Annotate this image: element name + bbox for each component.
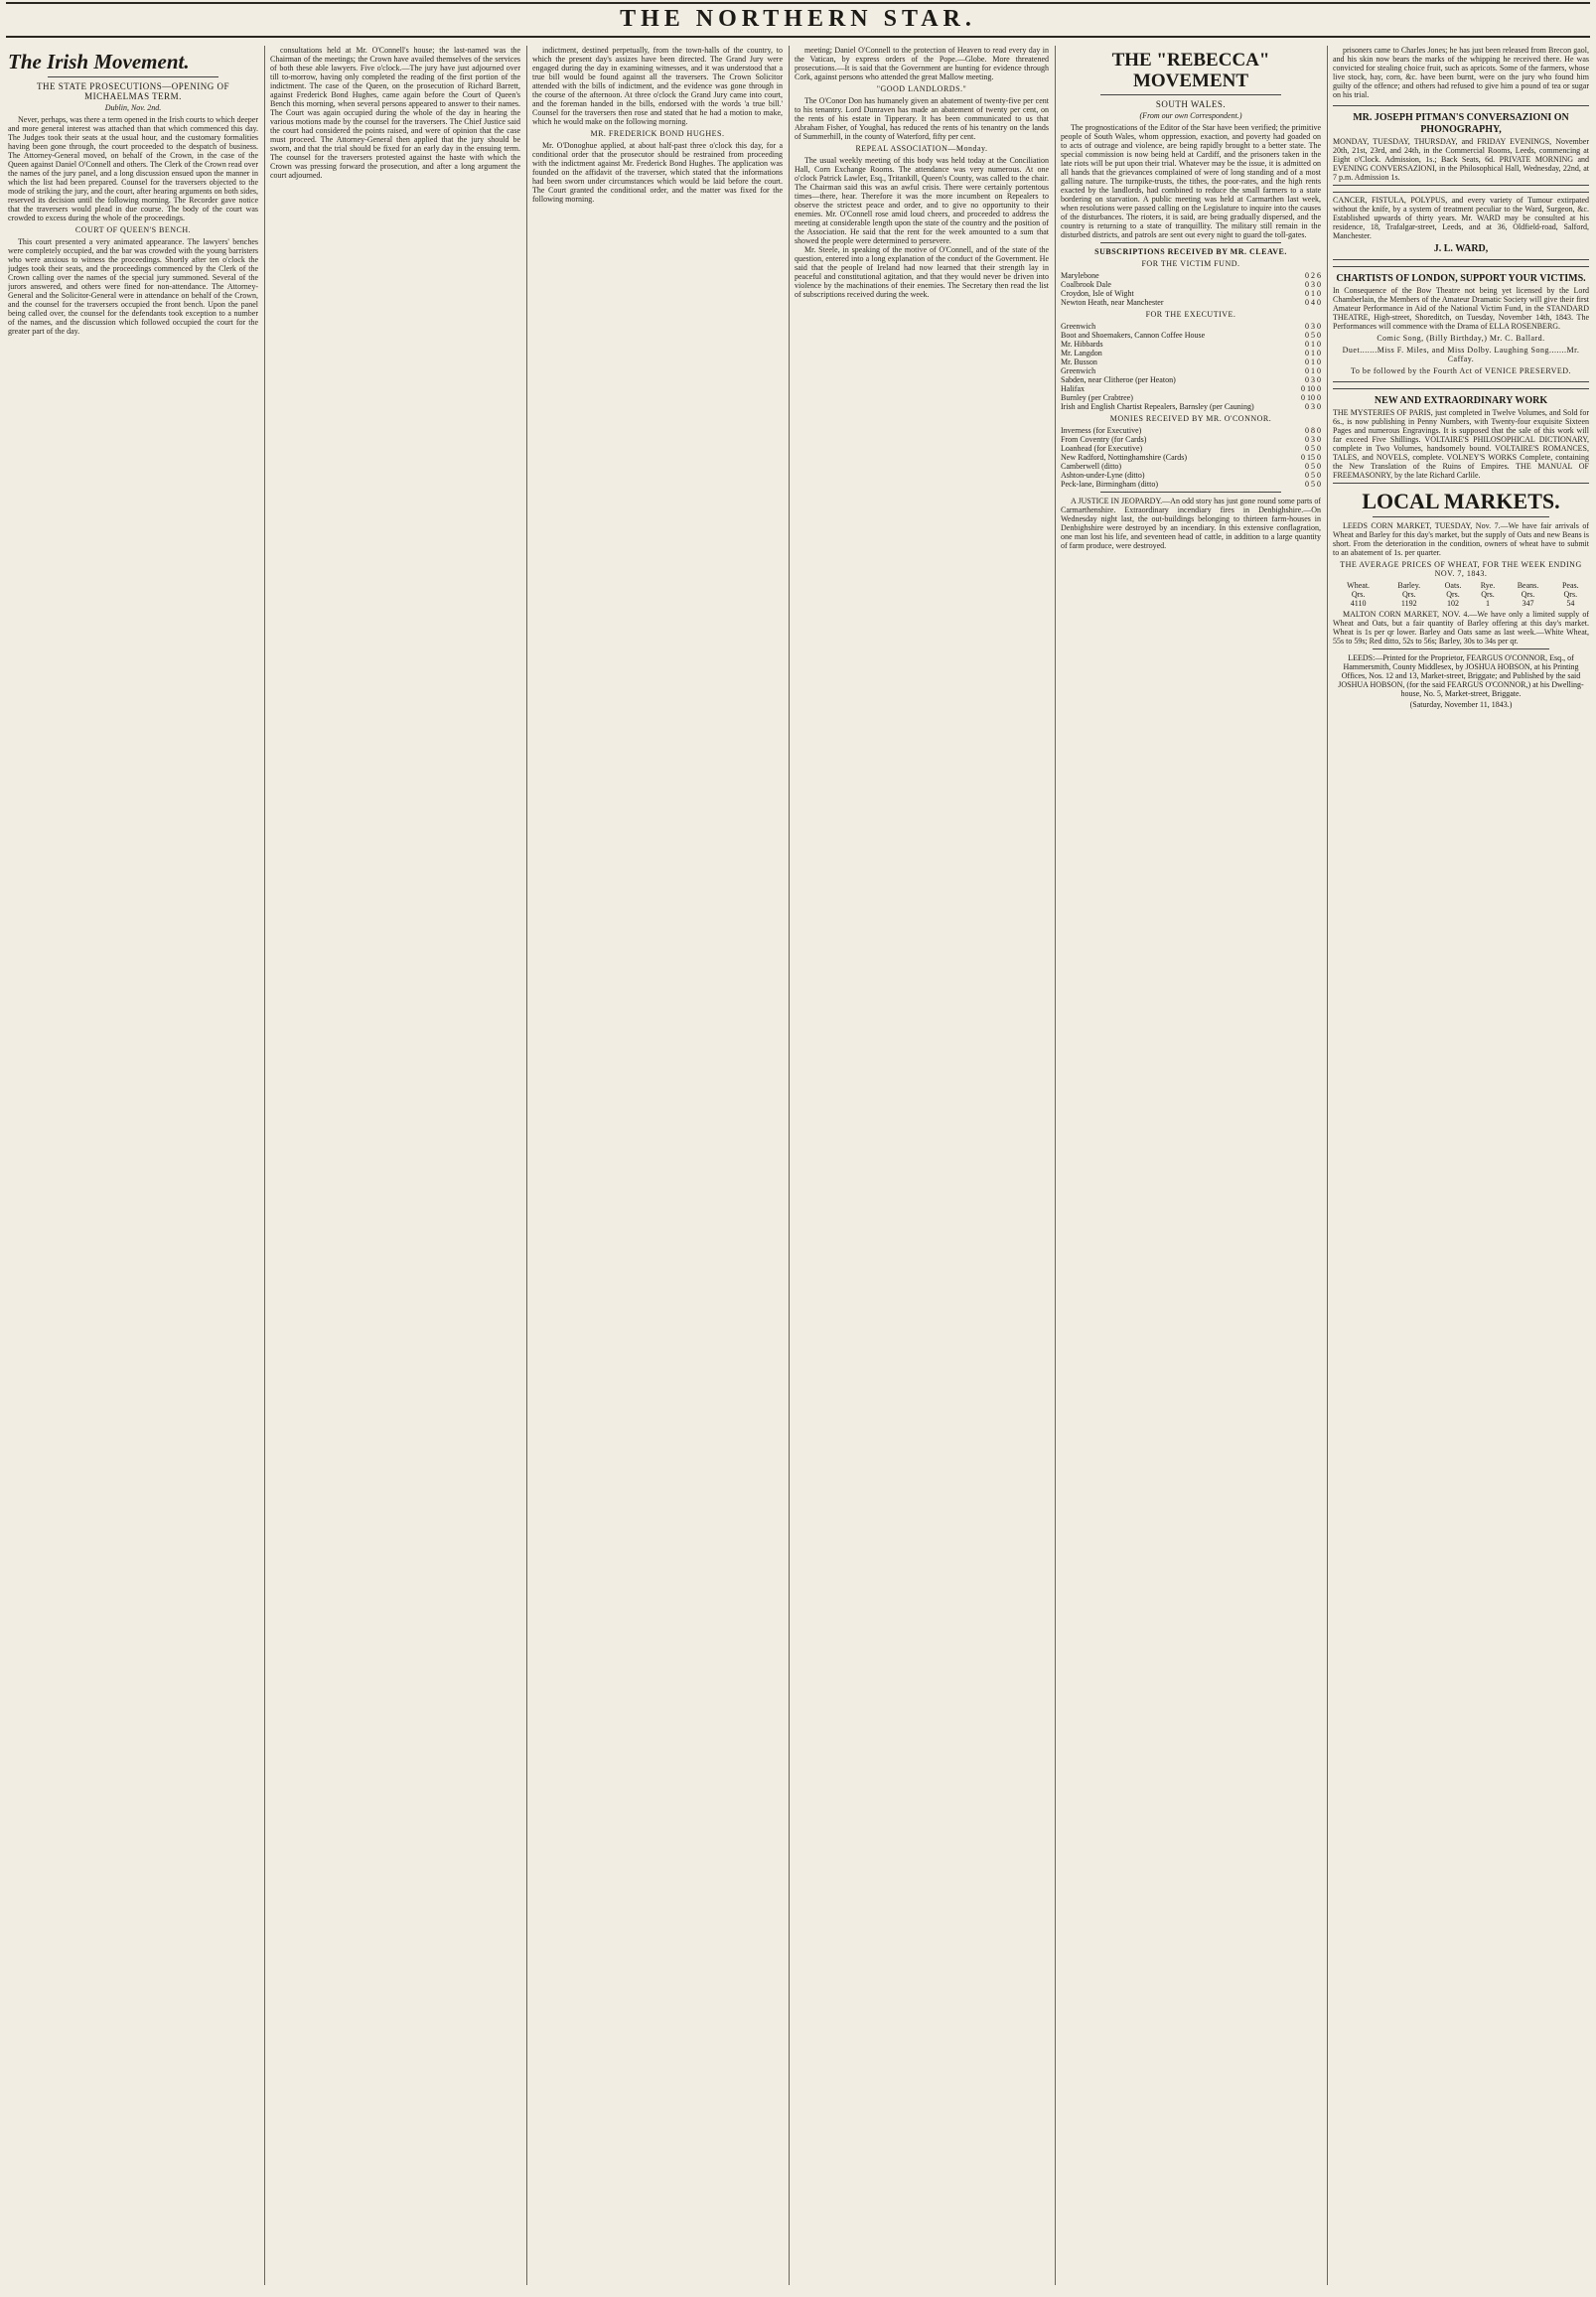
masthead-rule-top <box>6 2 1590 4</box>
subscription-row <box>1061 358 1321 366</box>
subhead: SOUTH WALES. <box>1155 99 1227 109</box>
subscription-amount: 0 10 0 <box>1301 384 1321 393</box>
subscription-row <box>1061 322 1321 331</box>
pitman-body: MONDAY, TUESDAY, THURSDAY, and FRIDAY EVENINGS, November 20th, 21st, 23rd, and 24th, in the Commercial Rooms, Leeds, commencing at Eight o'Clock. Admission, 1s.; Back Seats, 6d. PRIVATE MORNING and EVENING CONVERSAZIONI, in the Philosophical Hall, Wednesday, 22nd, at 7 p.m. Admission 1s. <box>1333 137 1589 182</box>
column-1 <box>8 46 258 2288</box>
article-body: indictment, destined perpetually, from the town-halls of the country, to which the present day's assizes have been directed. The Grand Jury were engaged during the day in examining witnesses, and it was understood that a true bill would be found against all the traversers. The Crown Solicitor attended with the bills of indictment, and the evidence was gone through in the course of the afternoon. At three o'clock the Grand Jury came into court, and the foreman handed in the bills, endorsed with the words 'a true bill.' Counsel for the traversers then rose and stated that he had a motion to make, which he would make on the following morning. <box>532 46 783 126</box>
subscription-amount: 0 4 0 <box>1305 298 1321 307</box>
column-5 <box>1061 46 1321 2288</box>
subscription-row <box>1061 289 1321 298</box>
market-header-cell: Oats. <box>1444 581 1462 590</box>
article-body: This court presented a very animated appearance. The lawyers' benches were completely occupied, and the bar was crowded with the young barristers who were anxious to witness the proceedings. Shortly after ten o'clock the judges took their seats, and the proceedings commenced by the Clerk of the Crown calling over the names of the special jury summoned. Several of the jurors answered, and others were fined for non-attendance. The Attorney-General and the Solicitor-General were in attendance on behalf of the Crown, and the counsel for the traversers occupied the front bench. Upon the panel being called over, the counsel for the defendants took exception to a number of the names, and the discussion which followed occupied the court for the greater part of the day. <box>8 237 258 336</box>
subscription-amount: 0 1 0 <box>1305 366 1321 375</box>
divider <box>48 76 218 77</box>
divider <box>1100 492 1281 493</box>
column-rule <box>1327 46 1328 2285</box>
newspaper-title: THE NORTHERN STAR. <box>620 6 976 32</box>
chartists-advert <box>1333 266 1589 382</box>
market-header-cell: Beans. <box>1517 581 1539 590</box>
issue-date: (Saturday, November 11, 1843.) <box>1409 700 1513 709</box>
pitman-title: MR. JOSEPH PITMAN'S CONVERSAZIONI ON PHONOGRAPHY, <box>1353 112 1569 135</box>
article-body: Never, perhaps, was there a term opened in the Irish courts to which deeper and more general interest was attached than that which commenced this day. The Judges took their seats at the usual hour, and the customary formalities having been gone through, the court proceeded to the despatch of business. The Attorney-General moved, on behalf of the Crown, in the case of the Queen against Daniel O'Connell and others. The Clerk of the Crown read over the names of the jury panel, and a long discussion ensued upon the manner in which the list had been prepared. Counsel for the traversers objected to the mode of striking the jury, and the court, after hearing arguments on both sides, reserved its decision until the following morning. The Recorder gave notice that the traversers would plead in due course. The body of the court was crowded to excess during the whole of the proceedings. <box>8 115 258 222</box>
column-4 <box>795 46 1049 2288</box>
subhead: REPEAL ASSOCIATION—Monday. <box>855 144 988 153</box>
chartists-body: In Consequence of the Bow Theatre not being yet licensed by the Lord Chamberlain, the Members of the Amateur Dramatic Society will give their first Amateur Performance in Aid of the National Victim Fund, in the STANDARD THEATRE, High-street, Shoreditch, on Tuesday, November 14th, 1843. The Performances will commence with the Drama of ELLA ROSENBERG. <box>1333 286 1589 331</box>
subscription-amount: 0 3 0 <box>1305 375 1321 384</box>
subscriptions-sub: FOR THE VICTIM FUND. <box>1141 259 1240 268</box>
subscription-label: From Coventry (for Cards) <box>1061 435 1147 444</box>
subhead: MR. FREDERICK BOND HUGHES. <box>590 129 725 138</box>
subscription-amount: 0 8 0 <box>1305 426 1321 435</box>
market-unit-cell: Qrs. <box>1351 590 1366 599</box>
subscription-row <box>1061 280 1321 289</box>
subscription-amount: 0 3 0 <box>1305 322 1321 331</box>
subscription-amount: 0 5 0 <box>1305 462 1321 471</box>
market-header-cell: Wheat. <box>1347 581 1371 590</box>
column-3 <box>532 46 783 2288</box>
local-markets-title: LOCAL MARKETS. <box>1362 489 1560 513</box>
subscription-row <box>1061 349 1321 358</box>
column-rule <box>526 46 527 2285</box>
subscription-row <box>1061 271 1321 280</box>
column-rule <box>264 46 265 2285</box>
new-work-body: THE MYSTERIES OF PARIS, just completed in Twelve Volumes, and Sold for 6s., is now publishing in Penny Numbers, with Twenty-four exquisite Sixteen Pages and numerous Engravings. It is supposed that the sale of this work will far exceed Five Shillings. VOLTAIRE'S PHILOSOPHICAL DICTIONARY, complete in Two Volumes, handsomely bound. VOLTAIRE'S ROMANCES, TALES, and NOVELS, complete. VOLNEY'S WORKS Complete, containing the New Translation of the Ruins of Empires. THE MANUAL OF FREEMASONRY, by the late Richard Carlile. <box>1333 408 1589 480</box>
subscription-label: Peck-lane, Birmingham (ditto) <box>1061 480 1158 489</box>
market-header-cell: Barley. <box>1397 581 1421 590</box>
headline: THE STATE PROSECUTIONS—OPENING OF MICHAELMAS TERM. <box>36 81 230 101</box>
market-value-cell: 347 <box>1522 599 1534 608</box>
subscription-row <box>1061 426 1321 435</box>
masthead-rule-bottom <box>6 36 1590 38</box>
article-body: meeting; Daniel O'Connell to the protection of Heaven to read every day in the Vatican, by express orders of the Pope.—Globe. More threatened prosecutions.—It is said that the Government are hunting for evidence through Cork, against persons who attended the great Mallow meeting. <box>795 46 1049 81</box>
subscription-label: Marylebone <box>1061 271 1099 280</box>
subscription-label: New Radford, Nottinghamshire (Cards) <box>1061 453 1188 462</box>
subscription-label: Boot and Shoemakers, Cannon Coffee House <box>1061 331 1206 340</box>
subscription-label: Camberwell (ditto) <box>1061 462 1122 471</box>
subscription-amount: 0 5 0 <box>1305 471 1321 480</box>
subscription-row <box>1061 393 1321 402</box>
market-value-cell: 54 <box>1566 599 1575 608</box>
malton-market: MALTON CORN MARKET, NOV. 4.—We have only a limited supply of Wheat and Oats, but a fair quantity of Barley offering at this day's market. Wheat is 1s per qr lower. Barley and Oats same as last week.—White Wheat, 55s to 59s; Red ditto, 52s to 56s; Barley, 30s to 34s per qr. <box>1333 610 1589 646</box>
subscription-row <box>1061 480 1321 489</box>
new-work-advert <box>1333 388 1589 484</box>
market-unit-cell: Qrs. <box>1563 590 1578 599</box>
subscription-row <box>1061 462 1321 471</box>
cancer-advert <box>1333 192 1589 260</box>
column-rule <box>789 46 790 2285</box>
subhead: "GOOD LANDLORDS." <box>876 84 967 93</box>
subscription-row <box>1061 384 1321 393</box>
market-unit-cell: Qrs. <box>1402 590 1416 599</box>
subscription-amount: 0 5 0 <box>1305 480 1321 489</box>
subscription-amount: 0 1 0 <box>1305 349 1321 358</box>
market-unit-cell: Qrs. <box>1446 590 1460 599</box>
masthead <box>0 0 1596 40</box>
article-body: Mr. O'Donoghue applied, at about half-past three o'clock this day, for a conditional order that the prosecutor should be restrained from proceeding with the indictment against Mr. Frederick Bond Hughes. The application was founded on the affidavit of the traverser, which stated that the informations had been sworn under circumstances which would be laid before the court. The Court granted the conditional order, and the matter was fixed for the following morning. <box>532 141 783 204</box>
subscription-row <box>1061 435 1321 444</box>
article-body: consultations held at Mr. O'Connell's house; the last-named was the Chairman of the meetings; the Crown have availed themselves of the services of both these able lawyers. Five o'clock.—The jury have just adjourned over till to-morrow, having only completed the reading of the first portion of the indictment. The case of the Queen, on the prosecution of Richard Barrett, against Frederick Bond Hughes, came again before the Court of Queen's Bench this morning, when several persons appeared to answer to their names. The Court was again occupied during the whole of the day in hearing the various motions made by the counsel for the traversers. The Chief Justice said the court had considered the points raised, and were of opinion that the case must proceed. The Attorney-General then applied that the jury should be sworn, and that the trial should be fixed for an early day in the ensuing term. The counsel for the traversers protested against the haste with which the Crown was pressing forward the prosecution, and after a long argument the court adjourned. <box>270 46 520 180</box>
subscription-row <box>1061 331 1321 340</box>
column-rule <box>1055 46 1056 2285</box>
subscription-label: Coalbrook Dale <box>1061 280 1111 289</box>
chartists-title: CHARTISTS OF LONDON, SUPPORT YOUR VICTIMS. <box>1336 273 1586 284</box>
subscription-amount: 0 3 0 <box>1305 435 1321 444</box>
subscription-amount: 0 3 0 <box>1305 402 1321 411</box>
market-table-units <box>1333 590 1589 599</box>
subscription-amount: 0 15 0 <box>1301 453 1321 462</box>
divider <box>1100 242 1281 243</box>
victim-fund-list <box>1061 271 1321 307</box>
market-table <box>1333 581 1589 608</box>
subscription-label: Burnley (per Crabtree) <box>1061 393 1133 402</box>
subscription-label: Loanhead (for Executive) <box>1061 444 1143 453</box>
divider <box>1373 648 1549 649</box>
market-value-cell: 102 <box>1447 599 1459 608</box>
market-value-cell: 1 <box>1486 599 1490 608</box>
subscription-label: Mr. Langdon <box>1061 349 1102 358</box>
oconnor-sub: MONIES RECEIVED BY MR. O'CONNOR. <box>1109 414 1272 423</box>
ward-name: J. L. WARD, <box>1433 243 1489 254</box>
comic-song: Comic Song, (Billy Birthday,) Mr. C. Ballard. <box>1377 334 1545 343</box>
subscription-label: Croydon, Isle of Wight <box>1061 289 1134 298</box>
subscription-label: Mr. Hibbards <box>1061 340 1103 349</box>
market-value-cell: 1192 <box>1400 599 1417 608</box>
subscription-row <box>1061 453 1321 462</box>
subscription-amount: 0 1 0 <box>1305 358 1321 366</box>
subscription-amount: 0 10 0 <box>1301 393 1321 402</box>
correspondent-line: (From our own Correspondent.) <box>1139 111 1242 120</box>
subscription-label: Halifax <box>1061 384 1085 393</box>
article-body: A JUSTICE IN JEOPARDY.—An odd story has just gone round some parts of Carmarthenshire. Extraordinary incendiary fires in Denbighshire.—On Wednesday night last, the out-buildings belonging to thirteen farm-houses in Denbighshire were destroyed by an incendiary. In this extensive conflagration, one man lost his life, and seventeen head of cattle, in addition to a large quantity of farm produce, were destroyed. <box>1061 497 1321 550</box>
average-prices-title: THE AVERAGE PRICES OF WHEAT, FOR THE WEEK ENDING NOV. 7, 1843. <box>1340 560 1582 578</box>
new-work-title: NEW AND EXTRAORDINARY WORK <box>1374 395 1548 406</box>
article-body: The prognostications of the Editor of the Star have been verified; the primitive people of South Wales, whom oppression, exaction, and poverty had goaded on to acts of outrage and violence, are being rapidly brought to a better state. The special commission is now being held at Cardiff, and the prisoners taken in the late riots will be put upon their trial. Whatever may be the issue, it is admitted on all hands that the grievances complained of were of long standing and of a most galling nature. The turnpike-trusts, the tithes, the poor-rates, and the high rents exacted by the landlords, had combined to reduce the small farmers to a state bordering on starvation. A public meeting was held at Carmarthen last week, when resolutions were passed calling on the Legislature to inquire into the causes of the disturbances. The rioters, it is said, are being gradually dispersed, and the country is returning to a state of tranquillity. The military still remain in the disturbed districts, and patrols are sent out every night to guard the toll-gates. <box>1061 123 1321 239</box>
market-table-headers <box>1333 581 1589 590</box>
pitman-advert <box>1333 105 1589 186</box>
article-body: The O'Conor Don has humanely given an abatement of twenty-five per cent to his tenantry. Lord Dunraven has made an abatement of twenty per cent, on the rents of his estate in Tipperary. It has been communicated to us that Abraham Fisher, of Youghal, has reduced the rents of his tenantry on the lands of Summerhill, in the county of Waterford, fifty per cent. <box>795 96 1049 141</box>
article-body: Mr. Steele, in speaking of the motive of O'Connell, and of the state of the question, entered into a long explanation of the conduct of the Government. He said that the people of Ireland had now learned that their strength lay in peaceful and constitutional agitation, and that they would never be driven into violence by the machinations of their enemies. The Secretary then read the list of subscriptions received during the week. <box>795 245 1049 299</box>
column-6 <box>1333 46 1589 2288</box>
subscription-row <box>1061 366 1321 375</box>
executive-sub: FOR THE EXECUTIVE. <box>1145 310 1236 319</box>
subscriptions-title: SUBSCRIPTIONS RECEIVED BY MR. CLEAVE. <box>1094 247 1287 256</box>
subscription-label: Inverness (for Executive) <box>1061 426 1142 435</box>
subscription-row <box>1061 375 1321 384</box>
subscription-row <box>1061 444 1321 453</box>
executive-list <box>1061 322 1321 411</box>
divider <box>1100 94 1281 95</box>
cancer-body: CANCER, FISTULA, POLYPUS, and every variety of Tumour extirpated without the knife, by a system of treatment peculiar to the Ward, Surgeon, &c. Established upwards of thirty years. Mr. WARD may be consulted at his residence, 18, Trafalgar-street, Leeds, and at 36, Oldfield-road, Salford, Manchester. <box>1333 196 1589 240</box>
subscription-label: Newton Heath, near Manchester <box>1061 298 1164 307</box>
subscription-amount: 0 2 6 <box>1305 271 1321 280</box>
venice-line: To be followed by the Fourth Act of VENICE PRESERVED. <box>1350 366 1572 375</box>
market-table-values <box>1333 599 1589 608</box>
duet: Duet.......Miss F. Miles, and Miss Dolby. Laughing Song.......Mr. Caffay. <box>1342 346 1580 363</box>
subscription-row <box>1061 471 1321 480</box>
subscription-label: Sabden, near Clitheroe (per Heaton) <box>1061 375 1176 384</box>
subscription-row <box>1061 340 1321 349</box>
subscription-label: Ashton-under-Lyne (ditto) <box>1061 471 1145 480</box>
market-value-cell: 4110 <box>1350 599 1367 608</box>
dateline: Dublin, Nov. 2nd. <box>104 103 162 112</box>
section-title: The Irish Movement. <box>8 50 190 73</box>
subscription-label: Greenwich <box>1061 322 1096 331</box>
subscription-amount: 0 1 0 <box>1305 340 1321 349</box>
subscription-label: Irish and English Chartist Repealers, Barnsley (per Cauning) <box>1061 402 1254 411</box>
market-unit-cell: Qrs. <box>1481 590 1495 599</box>
oconnor-list <box>1061 426 1321 489</box>
subscription-label: Greenwich <box>1061 366 1096 375</box>
subscription-row <box>1061 298 1321 307</box>
subscription-amount: 0 5 0 <box>1305 444 1321 453</box>
article-body: The usual weekly meeting of this body was held today at the Conciliation Hall, Corn Exchange Rooms. The attendance was very numerous. At one o'clock Patrick Lawler, Esq., Tritankill, Queen's County, was called to the chair. The Chairman said this was an awful crisis. There were certainly portentous times—there, hear. Therefore it was the more incumbent on Repealers to observe the strictest peace and order, and to give no opportunity to their enemies. Mr. O'Connell rose amid loud cheers, and proceeded to address the meeting at considerable length upon the state of the country and the position of the Association. He said that the rent for the week amounted to a sum that showed the people were determined to persevere. <box>795 156 1049 245</box>
subscription-amount: 0 3 0 <box>1305 280 1321 289</box>
market-header-cell: Peas. <box>1561 581 1579 590</box>
subscription-label: Mr. Busson <box>1061 358 1097 366</box>
subhead: COURT OF QUEEN'S BENCH. <box>74 225 192 234</box>
leeds-corn-market: LEEDS CORN MARKET, TUESDAY, Nov. 7.—We have fair arrivals of Wheat and Barley for this day's market, but the supply of Oats and new Beans is short. From the deterioration in the condition, owners of wheat have to submit to an abatement of 1s. per quarter. <box>1333 521 1589 557</box>
column-2 <box>270 46 520 2288</box>
article-body: prisoners came to Charles Jones; he has just been released from Brecon gaol, and his skin now bears the marks of the whipping he received there. He was convicted for stealing choice fruit, such as apricots. Some of the farmers, whose live stock, hay, corn, &c. have been burnt, were on the jury who found him guilty of the offence; and others had refused to give him a pound of tea or sugar on his trial. <box>1333 46 1589 99</box>
rebecca-header: THE "REBECCA" MOVEMENT <box>1111 50 1270 91</box>
subscription-amount: 0 1 0 <box>1305 289 1321 298</box>
subscription-row <box>1061 402 1321 411</box>
imprint: LEEDS:—Printed for the Proprietor, FEARGUS O'CONNOR, Esq., of Hammersmith, County Middlesex, by JOSHUA HOBSON, at his Printing Offices, Nos. 12 and 13, Market-street, Briggate; and Published by the said JOSHUA HOBSON, (for the said FEARGUS O'CONNOR,) at his Dwelling-house, No. 5, Market-street, Briggate. <box>1338 653 1584 698</box>
subscription-amount: 0 5 0 <box>1305 331 1321 340</box>
divider <box>1373 516 1549 517</box>
market-unit-cell: Qrs. <box>1521 590 1535 599</box>
market-header-cell: Rye. <box>1480 581 1496 590</box>
